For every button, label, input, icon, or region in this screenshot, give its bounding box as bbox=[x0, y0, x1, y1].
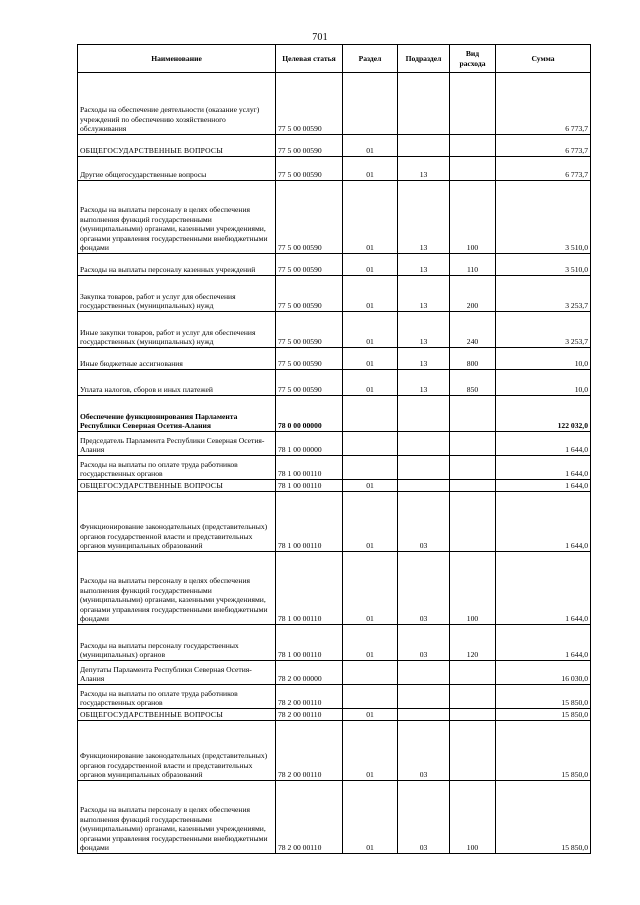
row-section: 01 bbox=[343, 480, 398, 492]
row-target: 78 2 00 00000 bbox=[276, 661, 343, 685]
header-section: Раздел bbox=[343, 45, 398, 73]
table-row bbox=[78, 396, 591, 432]
row-subsection bbox=[398, 685, 450, 709]
row-type bbox=[450, 685, 496, 709]
row-amount: 1 644,0 bbox=[496, 625, 591, 661]
row-target: 78 1 00 00110 bbox=[276, 625, 343, 661]
row-section: 01 bbox=[343, 348, 398, 370]
row-amount: 1 644,0 bbox=[496, 432, 591, 456]
table-row bbox=[78, 721, 591, 781]
table-row bbox=[78, 492, 591, 552]
row-section: 01 bbox=[343, 276, 398, 312]
row-amount: 3 510,0 bbox=[496, 181, 591, 254]
row-target: 78 1 00 00000 bbox=[276, 432, 343, 456]
row-name: Иные бюджетные ассигнования bbox=[78, 348, 276, 370]
row-section: 01 bbox=[343, 135, 398, 157]
row-type bbox=[450, 432, 496, 456]
row-target: 78 1 00 00110 bbox=[276, 480, 343, 492]
row-section: 01 bbox=[343, 721, 398, 781]
row-target: 77 5 00 00590 bbox=[276, 254, 343, 276]
table-row bbox=[78, 254, 591, 276]
row-name: Функционирование законодательных (представительных) органов государственной власти и представительных органов муниципальных образований bbox=[78, 721, 276, 781]
row-name: Расходы на выплаты персоналу казенных учреждений bbox=[78, 254, 276, 276]
header-name: Наименование bbox=[78, 45, 276, 73]
row-amount: 10,0 bbox=[496, 370, 591, 396]
row-section bbox=[343, 685, 398, 709]
row-type: 240 bbox=[450, 312, 496, 348]
row-section: 01 bbox=[343, 625, 398, 661]
row-target: 78 2 00 00110 bbox=[276, 781, 343, 854]
table-row bbox=[78, 73, 591, 135]
table-row bbox=[78, 709, 591, 721]
row-subsection: 13 bbox=[398, 181, 450, 254]
row-subsection bbox=[398, 73, 450, 135]
table-row bbox=[78, 781, 591, 854]
row-subsection: 03 bbox=[398, 781, 450, 854]
row-section bbox=[343, 456, 398, 480]
row-type bbox=[450, 135, 496, 157]
row-amount: 10,0 bbox=[496, 348, 591, 370]
row-amount: 16 030,0 bbox=[496, 661, 591, 685]
row-subsection bbox=[398, 396, 450, 432]
row-section: 01 bbox=[343, 492, 398, 552]
row-type bbox=[450, 157, 496, 181]
row-target: 77 5 00 00590 bbox=[276, 181, 343, 254]
row-section: 01 bbox=[343, 781, 398, 854]
row-amount: 15 850,0 bbox=[496, 709, 591, 721]
row-section: 01 bbox=[343, 370, 398, 396]
table-row bbox=[78, 480, 591, 492]
row-type: 200 bbox=[450, 276, 496, 312]
table-row bbox=[78, 370, 591, 396]
row-target: 78 0 00 00000 bbox=[276, 396, 343, 432]
row-amount: 1 644,0 bbox=[496, 456, 591, 480]
table-row bbox=[78, 348, 591, 370]
table-row bbox=[78, 625, 591, 661]
row-type bbox=[450, 456, 496, 480]
row-name: Депутаты Парламента Республики Северная Осетия-Алания bbox=[78, 661, 276, 685]
row-type bbox=[450, 661, 496, 685]
row-name: ОБЩЕГОСУДАРСТВЕННЫЕ ВОПРОСЫ bbox=[78, 480, 276, 492]
row-subsection: 03 bbox=[398, 492, 450, 552]
row-subsection bbox=[398, 456, 450, 480]
row-amount: 1 644,0 bbox=[496, 552, 591, 625]
row-amount: 3 510,0 bbox=[496, 254, 591, 276]
row-subsection: 03 bbox=[398, 721, 450, 781]
row-type bbox=[450, 480, 496, 492]
table-row bbox=[78, 661, 591, 685]
row-amount: 1 644,0 bbox=[496, 492, 591, 552]
row-target: 77 5 00 00590 bbox=[276, 312, 343, 348]
row-section bbox=[343, 73, 398, 135]
row-amount: 6 773,7 bbox=[496, 73, 591, 135]
row-target: 77 5 00 00590 bbox=[276, 348, 343, 370]
row-amount: 122 032,0 bbox=[496, 396, 591, 432]
row-type bbox=[450, 73, 496, 135]
row-name: Расходы на выплаты персоналу в целях обеспечения выполнения функций государственными (муниципальными) органами, казенными учреждениями, органами управления государственными внебюджетными фондами bbox=[78, 552, 276, 625]
table-row bbox=[78, 456, 591, 480]
row-subsection bbox=[398, 135, 450, 157]
row-section: 01 bbox=[343, 157, 398, 181]
page-number: 701 bbox=[312, 32, 328, 43]
row-subsection: 03 bbox=[398, 552, 450, 625]
row-subsection bbox=[398, 432, 450, 456]
row-name: Председатель Парламента Республики Северная Осетия-Алания bbox=[78, 432, 276, 456]
row-section: 01 bbox=[343, 312, 398, 348]
table-row bbox=[78, 552, 591, 625]
row-subsection bbox=[398, 709, 450, 721]
row-amount: 6 773,7 bbox=[496, 157, 591, 181]
row-type: 100 bbox=[450, 781, 496, 854]
row-name: ОБЩЕГОСУДАРСТВЕННЫЕ ВОПРОСЫ bbox=[78, 135, 276, 157]
row-subsection: 03 bbox=[398, 625, 450, 661]
row-section: 01 bbox=[343, 181, 398, 254]
row-subsection: 13 bbox=[398, 157, 450, 181]
row-name: Функционирование законодательных (представительных) органов государственной власти и представительных органов муниципальных образований bbox=[78, 492, 276, 552]
row-subsection: 13 bbox=[398, 370, 450, 396]
row-target: 77 5 00 00590 bbox=[276, 276, 343, 312]
row-target: 77 5 00 00590 bbox=[276, 135, 343, 157]
row-subsection bbox=[398, 661, 450, 685]
row-section: 01 bbox=[343, 709, 398, 721]
row-section bbox=[343, 396, 398, 432]
row-type bbox=[450, 721, 496, 781]
table-row bbox=[78, 276, 591, 312]
row-target: 78 2 00 00110 bbox=[276, 709, 343, 721]
row-subsection: 13 bbox=[398, 254, 450, 276]
row-name: Расходы на выплаты персоналу в целях обеспечения выполнения функций государственными (муниципальными) органами, казенными учреждениями, органами управления государственными внебюджетными фондами bbox=[78, 181, 276, 254]
header-target: Целевая статья bbox=[276, 45, 343, 73]
row-type: 100 bbox=[450, 181, 496, 254]
row-name: Расходы на обеспечение деятельности (оказание услуг) учреждений по обеспечению хозяйственного обслуживания bbox=[78, 73, 276, 135]
row-type bbox=[450, 492, 496, 552]
row-section bbox=[343, 432, 398, 456]
row-name: Другие общегосударственные вопросы bbox=[78, 157, 276, 181]
table-row bbox=[78, 312, 591, 348]
row-name: Расходы на выплаты персоналу государственных (муниципальных) органов bbox=[78, 625, 276, 661]
row-name: Обеспечение функционирования Парламента Республики Северная Осетия-Алания bbox=[78, 396, 276, 432]
row-section bbox=[343, 661, 398, 685]
row-target: 78 1 00 00110 bbox=[276, 552, 343, 625]
table-row bbox=[78, 685, 591, 709]
table-row bbox=[78, 432, 591, 456]
row-target: 78 1 00 00110 bbox=[276, 492, 343, 552]
row-section: 01 bbox=[343, 552, 398, 625]
row-target: 77 5 00 00590 bbox=[276, 157, 343, 181]
row-section: 01 bbox=[343, 254, 398, 276]
row-target: 78 2 00 00110 bbox=[276, 685, 343, 709]
row-amount: 15 850,0 bbox=[496, 781, 591, 854]
header-expense-type: Вид расхода bbox=[450, 45, 496, 73]
row-name: Расходы на выплаты по оплате труда работников государственных органов bbox=[78, 685, 276, 709]
row-name: Уплата налогов, сборов и иных платежей bbox=[78, 370, 276, 396]
row-target: 77 5 00 00590 bbox=[276, 370, 343, 396]
row-subsection: 13 bbox=[398, 348, 450, 370]
row-name: Расходы на выплаты персоналу в целях обеспечения выполнения функций государственными (муниципальными) органами, казенными учреждениями, органами управления государственными внебюджетными фондами bbox=[78, 781, 276, 854]
row-amount: 1 644,0 bbox=[496, 480, 591, 492]
row-subsection: 13 bbox=[398, 312, 450, 348]
row-target: 78 1 00 00110 bbox=[276, 456, 343, 480]
table-row bbox=[78, 181, 591, 254]
row-type bbox=[450, 396, 496, 432]
row-name: Расходы на выплаты по оплате труда работников государственных органов bbox=[78, 456, 276, 480]
row-name: Иные закупки товаров, работ и услуг для обеспечения государственных (муниципальных) нужд bbox=[78, 312, 276, 348]
row-subsection: 13 bbox=[398, 276, 450, 312]
row-amount: 15 850,0 bbox=[496, 685, 591, 709]
row-amount: 3 253,7 bbox=[496, 312, 591, 348]
row-name: Закупка товаров, работ и услуг для обеспечения государственных (муниципальных) нужд bbox=[78, 276, 276, 312]
row-name: ОБЩЕГОСУДАРСТВЕННЫЕ ВОПРОСЫ bbox=[78, 709, 276, 721]
table-row bbox=[78, 157, 591, 181]
row-type: 120 bbox=[450, 625, 496, 661]
row-amount: 3 253,7 bbox=[496, 276, 591, 312]
row-type: 800 bbox=[450, 348, 496, 370]
row-subsection bbox=[398, 480, 450, 492]
row-type: 100 bbox=[450, 552, 496, 625]
row-type: 110 bbox=[450, 254, 496, 276]
row-type bbox=[450, 709, 496, 721]
row-amount: 15 850,0 bbox=[496, 721, 591, 781]
row-target: 78 2 00 00110 bbox=[276, 721, 343, 781]
table-row bbox=[78, 135, 591, 157]
row-type: 850 bbox=[450, 370, 496, 396]
table-header-row bbox=[78, 45, 591, 73]
row-target: 77 5 00 00590 bbox=[276, 73, 343, 135]
header-amount: Сумма bbox=[496, 45, 591, 73]
row-amount: 6 773,7 bbox=[496, 135, 591, 157]
budget-table bbox=[77, 44, 591, 854]
header-subsection: Подраздел bbox=[398, 45, 450, 73]
